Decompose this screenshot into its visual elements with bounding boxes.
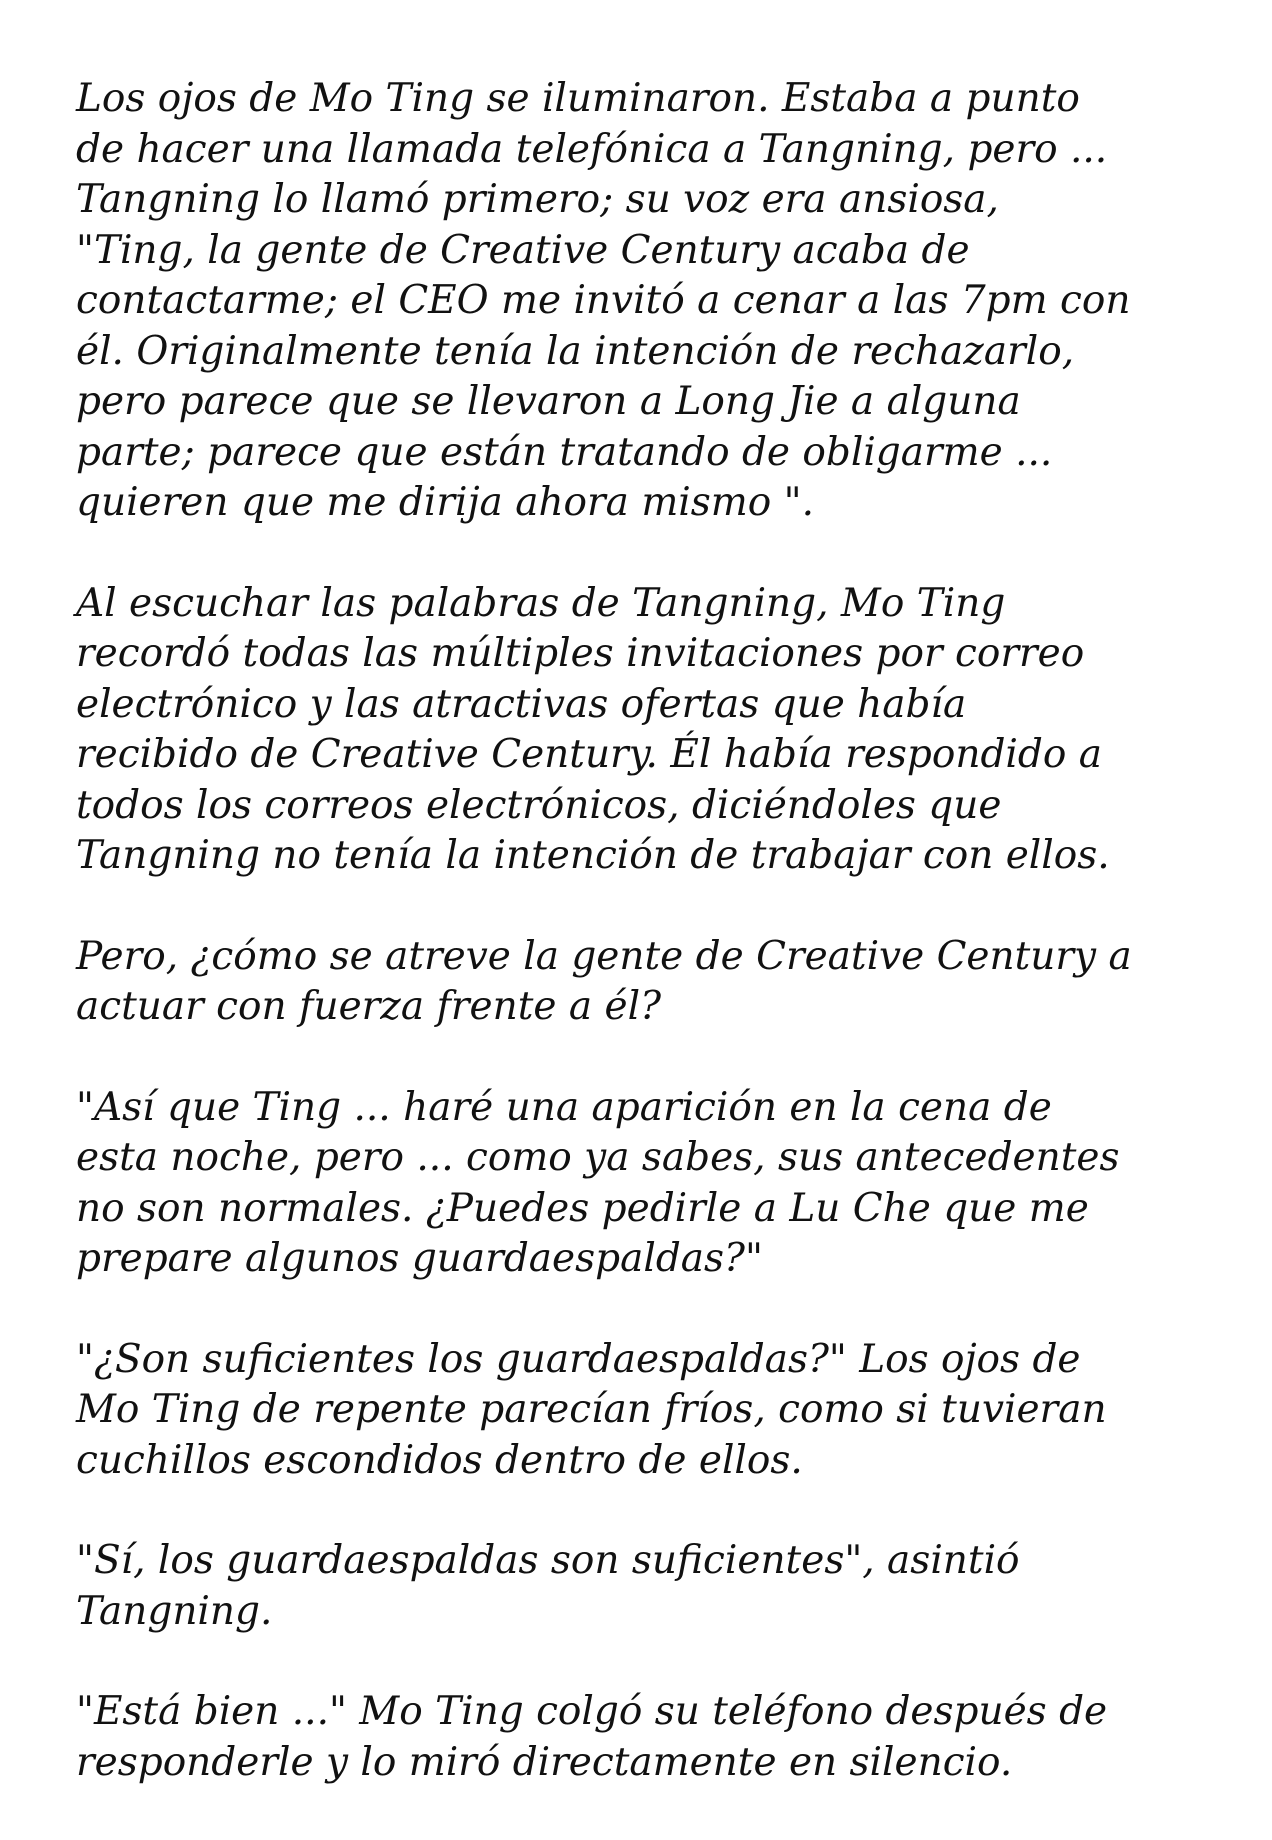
paragraph-6 bbox=[76, 1536, 1232, 1637]
text-line: cuchillos escondidos dentro de ellos. bbox=[76, 1437, 803, 1483]
text-line: Mo Ting de repente parecían fríos, como si tuvieran bbox=[76, 1387, 1107, 1432]
text-line: esta noche, pero ... como ya sabes, sus antecedentes bbox=[76, 1135, 1120, 1180]
text-line: "¿Son suficientes los guardaespaldas?" Los ojos de bbox=[76, 1336, 1081, 1382]
text-line: parte; parece que están tratando de obligarme ... bbox=[76, 429, 1053, 475]
text-line: Tangning. bbox=[76, 1588, 273, 1634]
text-line: actuar con fuerza frente a él? bbox=[76, 984, 662, 1029]
text-line: Pero, ¿cómo se atreve la gente de Creative Century a bbox=[76, 933, 1132, 979]
text-line: recordó todas las múltiples invitaciones por correo bbox=[76, 631, 1085, 676]
text-line: él. Originalmente tenía la intención de rechazarlo, bbox=[76, 328, 1075, 374]
paragraph-4 bbox=[76, 1083, 1232, 1285]
text-line: Tangning no tenía la intención de trabajar con ellos. bbox=[76, 833, 1110, 878]
text-line: "Así que Ting ... haré una aparición en la cena de bbox=[76, 1084, 1052, 1130]
text-line: quieren que me dirija ahora mismo ". bbox=[76, 480, 814, 525]
text-line: responderle y lo miró directamente en silencio. bbox=[76, 1739, 1013, 1785]
paragraph-3 bbox=[76, 932, 1232, 1033]
text-line: todos los correos electrónicos, diciéndoles que bbox=[76, 782, 1002, 828]
text-line: electrónico y las atractivas ofertas que había bbox=[76, 681, 967, 727]
text-line: Tangning lo llamó primero; su voz era ansiosa, bbox=[76, 177, 999, 222]
text-line: no son normales. ¿Puedes pedirle a Lu Che que me bbox=[76, 1185, 1089, 1231]
paragraph-1 bbox=[76, 74, 1232, 529]
paragraph-7 bbox=[76, 1687, 1232, 1788]
paragraph-2 bbox=[76, 579, 1232, 882]
text-line: Al escuchar las palabras de Tangning, Mo Ting bbox=[76, 580, 1006, 626]
text-line: "Está bien ..." Mo Ting colgó su teléfono después de bbox=[76, 1689, 1108, 1734]
text-line: "Sí, los guardaespaldas son suficientes", asintió bbox=[76, 1538, 1020, 1583]
text-line: recibido de Creative Century. Él había respondido a bbox=[76, 732, 1102, 777]
text-line: pero parece que se llevaron a Long Jie a alguna bbox=[76, 379, 1021, 424]
text-line: de hacer una llamada telefónica a Tangning, pero ... bbox=[76, 126, 1108, 172]
text-line: contactarme; el CEO me invitó a cenar a las 7pm con bbox=[76, 278, 1131, 323]
text-line: prepare algunos guardaespaldas?" bbox=[76, 1236, 763, 1281]
text-line: Los ojos de Mo Ting se iluminaron. Estaba a punto bbox=[76, 76, 1080, 121]
text-line: "Ting, la gente de Creative Century acaba de bbox=[76, 227, 970, 273]
paragraph-5 bbox=[76, 1335, 1232, 1487]
